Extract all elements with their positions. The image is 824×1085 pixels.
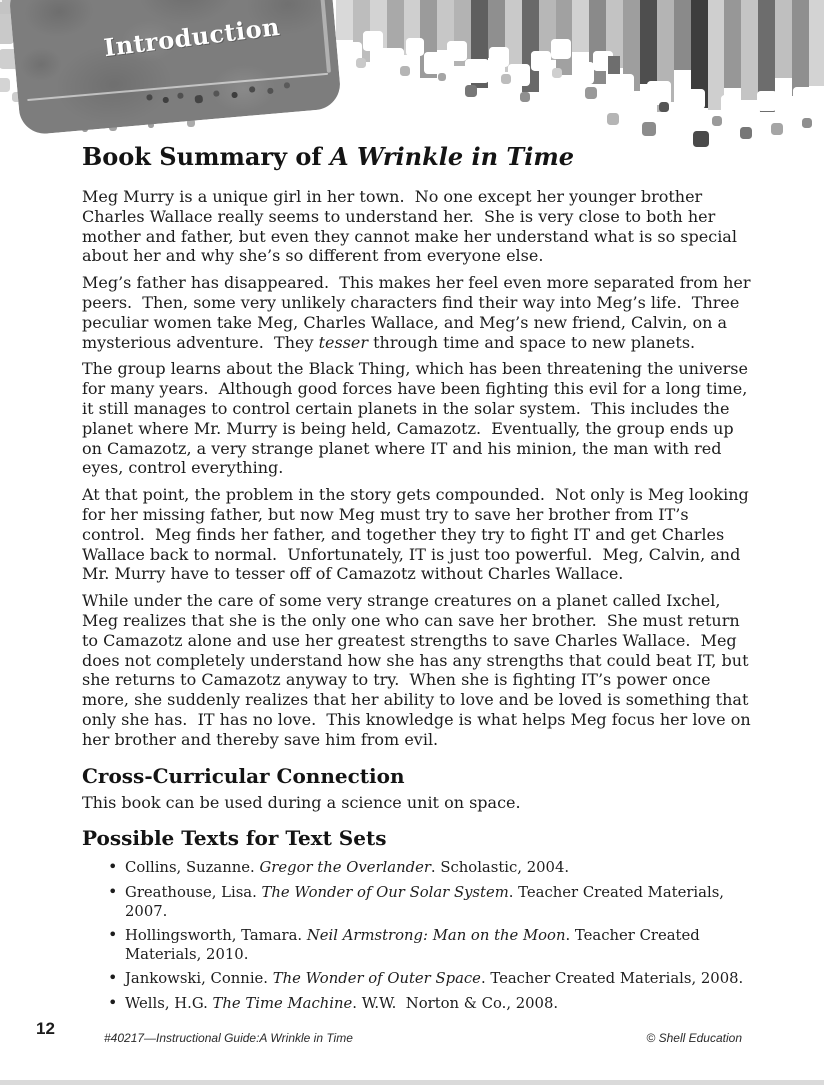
title-prefix: Book Summary of bbox=[82, 142, 331, 171]
stripe bbox=[404, 0, 421, 55]
stripe bbox=[420, 0, 437, 78]
stripe bbox=[606, 0, 623, 68]
text-run: Meg’s father has disappeared. This makes her feel even more separated from her peers. Then, some very unlikely characters find their way into Meg’s life. Three peculiar women take Meg, Charles Wallace, and Meg’s new friend, Calvin, on a mysterious adventure. They bbox=[82, 273, 756, 352]
summary-paragraphs bbox=[82, 187, 754, 750]
list-item bbox=[82, 926, 754, 964]
text-sets-list bbox=[82, 858, 754, 1012]
text-run: Meg Murry is a unique girl in her town. No one except her younger brother Charles Wallace really seems to understand her. She is very close to both her mother and father, but even they cannot make her understand what is so special about her and why she’s so different from everyone else. bbox=[82, 187, 743, 266]
page-title bbox=[82, 142, 754, 172]
list-item bbox=[82, 969, 754, 988]
text-run: While under the care of some very strange creatures on a planet called Ixchel, Meg realizes that she is the only one who can save her brother. She must return to Camazotz alone and use her greatest strengths to save Charles Wallace. Meg does not completely understand how she has any strengths that could beat IT, but she returns to Camazotz anyway to try. When she is fighting IT’s power once more, she suddenly realizes that her ability to love and be loved is something that only she has. IT has no love. This knowledge is what helps Meg focus her love on her brother and thereby save him from evil. bbox=[82, 591, 756, 749]
text-run: The group learns about the Black Thing, which has been threatening the universe for many years. Although good forces have been fighting this evil for a long time, it still manages to control certain planets in the solar system. This includes the planet where Mr. Murry is being held, Camazotz. Eventually, the group ends up on Camazotz, a very strange planet where IT and his minion, the man with red eyes, control everything. bbox=[82, 359, 754, 478]
stripe bbox=[674, 0, 691, 70]
text-run: Jankowski, Connie. bbox=[125, 970, 273, 988]
text-run: . Scholastic, 2004. bbox=[430, 859, 570, 877]
text-run: Collins, Suzanne. bbox=[125, 859, 260, 877]
intro-tab bbox=[8, 0, 342, 136]
summary-paragraph bbox=[82, 187, 754, 266]
summary-paragraph bbox=[82, 591, 754, 749]
stripe bbox=[775, 0, 792, 78]
stripe bbox=[572, 0, 589, 52]
stripe bbox=[724, 0, 741, 88]
text-run: At that point, the problem in the story gets compounded. Not only is Meg looking for her missing father, but now Meg must try to save her brother from IT’s control. Meg finds her father, and together they try to fight IT and get Charles Wallace back to normal. Unfortunately, IT is just too powerful. Meg, Calvin, and Mr. Murry have to tesser off of Camazotz without Charles Wallace. bbox=[82, 485, 754, 584]
stripe bbox=[522, 0, 539, 92]
list-item bbox=[82, 994, 754, 1013]
stripe bbox=[539, 0, 556, 60]
summary-paragraph bbox=[82, 485, 754, 584]
summary-paragraph bbox=[82, 359, 754, 478]
summary-paragraph bbox=[82, 273, 754, 352]
list-item bbox=[82, 858, 754, 877]
stripe bbox=[589, 0, 606, 84]
page-number: 12 bbox=[36, 1019, 55, 1038]
stripe bbox=[640, 0, 657, 84]
stripe bbox=[741, 0, 758, 100]
stripe bbox=[454, 0, 471, 66]
stripe bbox=[657, 0, 674, 112]
stripe bbox=[505, 0, 522, 72]
title-book-name: A Wrinkle in Time bbox=[330, 142, 575, 171]
stripe bbox=[488, 0, 505, 58]
bottom-bar bbox=[0, 1080, 824, 1085]
paint-splatter-dots bbox=[0, 0, 2, 2]
tab-inner-line bbox=[27, 73, 328, 101]
text-run: through time and space to new planets. bbox=[368, 332, 696, 352]
italic-text-run: The Wonder of Our Solar System bbox=[261, 883, 509, 901]
text-run: Hollingsworth, Tamara. bbox=[125, 926, 307, 944]
italic-text-run: The Time Machine bbox=[212, 994, 353, 1012]
footer-publisher: © Shell Education bbox=[646, 1031, 742, 1045]
italic-text-run: tesser bbox=[318, 332, 369, 352]
stripe bbox=[792, 0, 809, 96]
stripe bbox=[556, 0, 573, 75]
text-run: . Teacher Created Materials, 2007. bbox=[125, 883, 729, 920]
header-banner bbox=[0, 0, 824, 132]
stripe bbox=[708, 0, 725, 118]
tab-highlight bbox=[318, 0, 331, 73]
text-run: . W.W. Norton & Co., 2008. bbox=[352, 994, 559, 1012]
italic-text-run: Gregor the Overlander bbox=[259, 859, 431, 877]
stripe bbox=[370, 0, 387, 48]
text-run: Wells, H.G. bbox=[125, 994, 213, 1012]
stripe bbox=[471, 0, 488, 88]
stripe bbox=[437, 0, 454, 50]
list-item bbox=[82, 883, 754, 921]
cross-curricular-text: This book can be used during a science unit on space. bbox=[82, 792, 521, 812]
stripe bbox=[809, 0, 824, 86]
footer-imprint: #40217—Instructional Guide:A Wrinkle in Time bbox=[104, 1031, 353, 1045]
stripe bbox=[336, 0, 353, 40]
section-heading-text-sets: Possible Texts for Text Sets bbox=[82, 826, 387, 851]
page-body bbox=[82, 142, 754, 1013]
italic-text-run: Neil Armstrong: Man on the Moon bbox=[306, 926, 566, 944]
stripe bbox=[691, 0, 708, 108]
stripe bbox=[353, 0, 370, 62]
section-heading-cross-curricular: Cross-Curricular Connection bbox=[82, 763, 405, 788]
stripe bbox=[623, 0, 640, 96]
ragged-edge-decoration bbox=[0, 0, 2, 2]
paint-splatter-left bbox=[0, 0, 2, 2]
text-run: . Teacher Created Materials, 2008. bbox=[480, 970, 744, 988]
text-run: . Teacher Created Materials, 2010. bbox=[125, 926, 705, 964]
italic-text-run: The Wonder of Outer Space bbox=[272, 970, 481, 988]
intro-tab-label: Introduction bbox=[102, 11, 282, 63]
stripe bbox=[387, 0, 404, 70]
stripe bbox=[758, 0, 775, 112]
stripe-pattern bbox=[336, 0, 824, 132]
text-run: Greathouse, Lisa. bbox=[125, 883, 262, 901]
